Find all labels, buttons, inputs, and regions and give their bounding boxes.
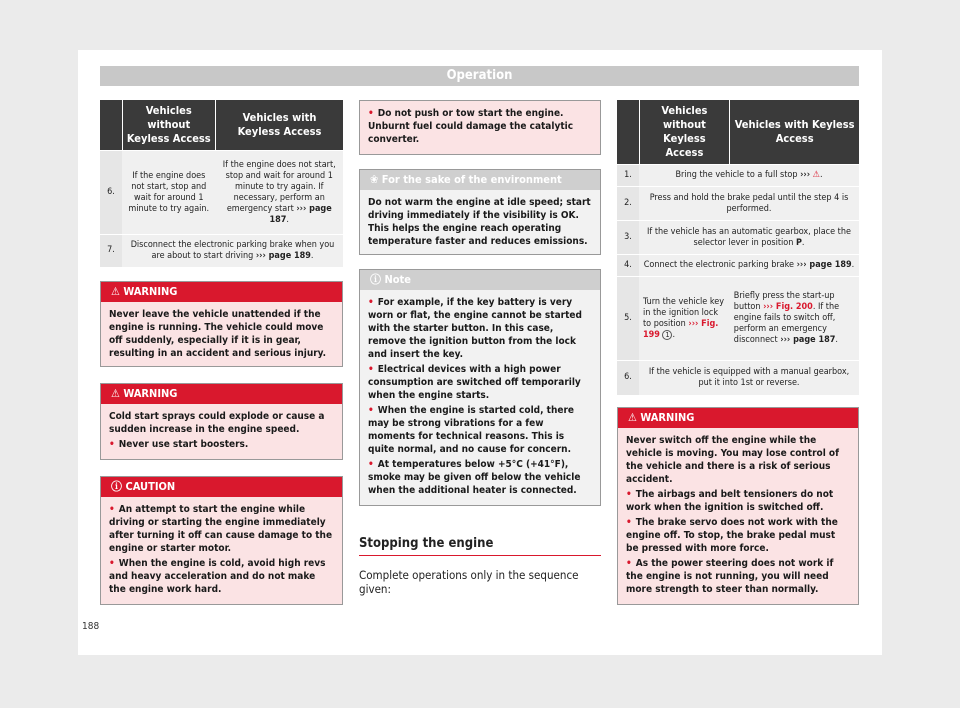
warning-box — [617, 407, 859, 605]
step-text: If the engine does not start, stop and wait for around 1 minute to try again. If necessary, perform an emergency start ››› page 187. — [216, 151, 343, 235]
warning-box — [100, 281, 343, 367]
step-text: Turn the vehicle key in the ignition lock to position ››› Fig. 199 1 . — [639, 277, 730, 361]
col-with-keyless: Vehicles with Keyless Access — [730, 100, 859, 165]
figure-link[interactable]: ››› Fig. 199 — [643, 318, 719, 340]
step-number: 6. — [617, 361, 639, 395]
col-without-keyless: Vehicles without Keyless Access — [639, 100, 730, 165]
warning-header: ⚠ WARNING — [101, 282, 342, 302]
caution-bullet: • An attempt to start the engine while driving or starting the engine immediately after turning it off can cause damage to the engine or starter motor. — [109, 503, 334, 555]
callout-marker: 1 — [662, 330, 672, 340]
note-bullet: • When the engine is started cold, there may be strong vibrations for a few moments for technical reasons. This is quite normal, and no cause for concern. — [368, 404, 592, 456]
step-number: 1. — [617, 165, 639, 187]
warning-bullet: • The airbags and belt tensioners do not work when the ignition is switched off. — [626, 488, 850, 514]
step-text: Disconnect the electronic parking brake when you are about to start driving ››› page 189. — [122, 235, 343, 267]
caution-header: ⓘ CAUTION — [101, 477, 342, 497]
step-number: 3. — [617, 221, 639, 255]
warning-body — [618, 428, 858, 604]
note-bullet: • At temperatures below +5°C (+41°F), smoke may be given off below the vehicle when the additional heater is connected. — [368, 458, 592, 497]
col-with-keyless: Vehicles with Keyless Access — [216, 100, 343, 151]
section-title: Stopping the engine — [359, 536, 601, 556]
stopping-section — [359, 536, 601, 596]
warning-bullet: • Do not push or tow start the engine. Unburnt fuel could damage the catalytic converter. — [368, 107, 592, 146]
step-number: 7. — [100, 235, 122, 267]
step-text: Connect the electronic parking brake ››› page 189. — [639, 255, 859, 277]
page-link[interactable]: ››› page 189 — [255, 250, 311, 261]
warning-bullet: • As the power steering does not work if the engine is not running, you will need more strength to steer than normally. — [626, 557, 850, 596]
step-number: 6. — [100, 151, 122, 235]
empty-header — [617, 100, 639, 165]
caution-box — [100, 476, 343, 605]
note-body — [360, 290, 600, 505]
note-bullet: • Electrical devices with a high power consumption are switched off temporarily when the engine starts. — [368, 363, 592, 402]
warning-bullet: • Never use start boosters. — [109, 438, 334, 451]
section-text: Complete operations only in the sequence given: — [359, 568, 579, 596]
environment-box — [359, 169, 601, 255]
warning-header: ⚠ WARNING — [101, 384, 342, 404]
warning-icon: ⚠ — [628, 410, 641, 424]
warning-text: Never leave the vehicle unattended if the engine is running. The vehicle could move off suddenly, especially if it is in gear, resulting in an accident and serious injury. — [101, 302, 342, 366]
step-number: 5. — [617, 277, 639, 361]
warning-icon: ⚠ — [111, 284, 124, 298]
left-table — [100, 100, 343, 267]
note-bullet: • For example, if the key battery is very worn or flat, the engine cannot be started with the starter button. In this case, remove the ignition button from the lock and insert the key. — [368, 296, 592, 361]
page-header: Operation — [100, 66, 859, 86]
environment-text: Do not warm the engine at idle speed; start driving immediately if the visibility is OK. This helps the engine reach operating temperature faster and reduces emissions. — [360, 190, 600, 254]
warning-header: ⚠ WARNING — [618, 408, 858, 428]
warning-text: Cold start sprays could explode or cause a sudden increase in the engine speed. — [109, 410, 325, 435]
step-text: Briefly press the start-up button ››› Fig. 200. If the engine fails to switch off, perform an emergency disconnect ››› page 187. — [730, 277, 859, 361]
page-number: 188 — [82, 621, 100, 632]
info-icon: ⓘ — [370, 273, 385, 286]
step-text: Press and hold the brake pedal until the step 4 is performed. — [639, 187, 859, 221]
right-table — [617, 100, 859, 395]
warning-text: Never switch off the engine while the vehicle is moving. You may lose control of the vehicle and there is a risk of serious accident. — [626, 434, 840, 485]
empty-header — [100, 100, 122, 151]
right-column — [617, 100, 859, 605]
left-column — [100, 100, 343, 605]
step-text: If the vehicle has an automatic gearbox, place the selector lever in position P. — [639, 221, 859, 255]
warning-continued-box — [359, 100, 601, 155]
page-link[interactable]: ››› page 187 — [269, 203, 332, 225]
middle-column — [359, 100, 601, 596]
step-number: 4. — [617, 255, 639, 277]
warning-box — [100, 383, 343, 460]
page-link[interactable]: ››› page 187 — [780, 335, 836, 345]
caution-icon: ⓘ — [111, 479, 126, 493]
caution-body — [101, 497, 342, 604]
environment-header: ❀ For the sake of the environment — [360, 170, 600, 190]
link-arrows[interactable]: ››› — [800, 170, 811, 180]
note-header: ⓘ Note — [360, 270, 600, 290]
page-link[interactable]: ››› page 189 — [796, 260, 852, 270]
step-text: Bring the vehicle to a full stop ››› ⚠. — [639, 165, 859, 187]
figure-link[interactable]: ››› Fig. 200 — [763, 302, 813, 312]
warning-bullet: • The brake servo does not work with the engine off. To stop, the brake pedal must be pressed with more force. — [626, 516, 850, 555]
caution-bullet: • When the engine is cold, avoid high revs and heavy acceleration and do not make the engine work hard. — [109, 557, 334, 596]
warning-icon: ⚠ — [111, 386, 124, 400]
col-without-keyless: Vehicles without Keyless Access — [122, 100, 216, 151]
step-number: 2. — [617, 187, 639, 221]
note-box — [359, 269, 601, 506]
warning-body — [101, 404, 342, 459]
leaf-icon: ❀ — [370, 173, 382, 186]
step-text: If the engine does not start, stop and wait for around 1 minute to try again. — [122, 151, 216, 235]
warning-icon: ⚠ — [812, 170, 820, 180]
step-text: If the vehicle is equipped with a manual gearbox, put it into 1st or reverse. — [639, 361, 859, 395]
